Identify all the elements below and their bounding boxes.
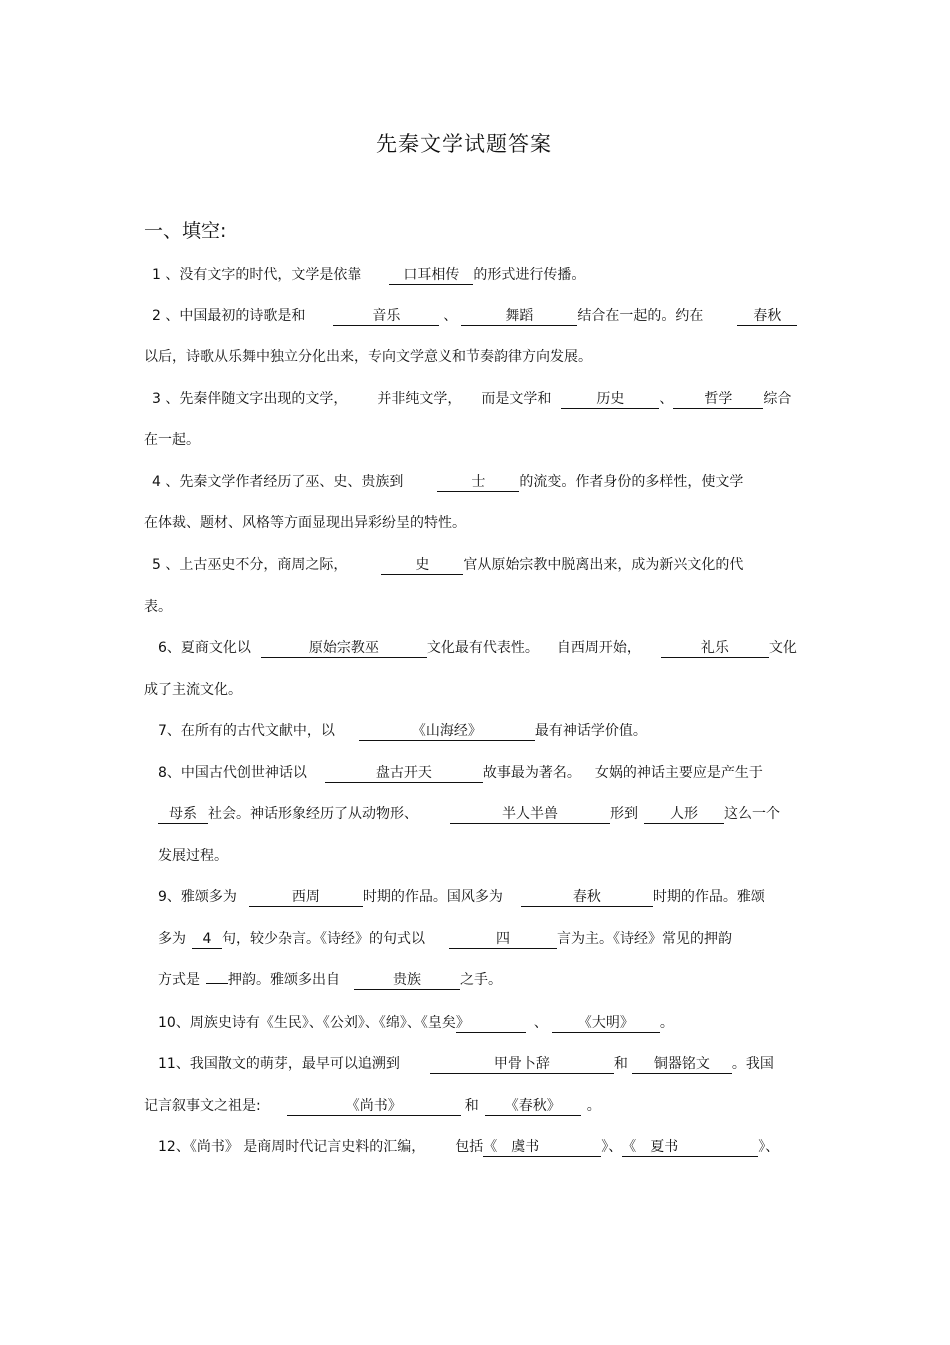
question-text: 故事最为著名。 [482,765,581,781]
answer-blank: 盘古开天 [325,764,483,783]
question-text: 2 、中国最初的诗歌是和 [152,308,306,324]
answer-blank: 原始宗教巫 [261,639,427,658]
answer-blank: 舞蹈 [461,307,577,326]
question-3 [152,389,791,409]
question-text: 而是文学和 [481,391,552,407]
question-7 [158,721,647,741]
question-text: 。 [659,1015,674,1031]
question-text: 11、我国散文的萌芽，最早可以追溯到 [158,1056,400,1072]
answer-blank: 《 虞书 [483,1138,601,1157]
answer-blank: 西周 [249,888,363,907]
question-text: 言为主。《诗经》常见的押韵 [557,931,732,947]
question-text: 官从原始宗教中脱离出来，成为新兴文化的代 [463,557,744,573]
answer-blank: 贵族 [354,971,460,990]
question-text: 女娲的神话主要应是产生于 [594,765,763,781]
question-3-continued: 在一起。 [144,432,200,448]
question-text: 自西周开始， [556,640,641,656]
question-text: 社会。神话形象经历了从动物形、 [208,806,418,822]
answer-blank: 铜器铭文 [632,1055,732,1074]
question-11 [158,1054,774,1074]
question-12 [158,1137,779,1157]
question-text: 综合 [763,391,792,407]
question-text: 的形式进行传播。 [473,267,586,283]
document-title: 先秦文学试题答案 [376,132,552,156]
answer-blank: 《大明》 [552,1014,660,1033]
answer-blank: 》 [456,1014,526,1033]
answer-blank: 《山海经》 [359,722,535,741]
answer-blank: 礼乐 [661,639,769,658]
answer-blank: 《 夏书 [622,1138,758,1157]
answer-blank: 人形 [644,805,724,824]
question-text: 时期的作品。雅颂 [652,889,765,905]
question-text: 。 [586,1098,601,1114]
question-2-continued: 以后，诗歌从乐舞中独立分化出来，专向文学意义和节奏韵律方向发展。 [144,349,592,365]
question-8 [158,763,763,783]
question-text: 的流变。作者身份的多样性，使文学 [519,474,744,490]
question-9-continued [158,929,732,949]
question-4-continued: 在体裁、题材、风格等方面显现出异彩纷呈的特性。 [144,515,466,531]
answer-blank: 母系 [158,805,208,824]
question-text: 9、雅颂多为 [158,889,237,905]
question-6 [158,638,797,658]
question-text: 这么一个 [724,806,780,822]
answer-blank: 哲学 [673,390,763,409]
question-text: 多为 [158,931,186,947]
question-text: 句，较少杂言。《诗经》的句式以 [222,931,425,947]
question-text: 文化 [768,640,797,656]
question-9 [158,887,765,907]
question-4 [152,472,743,492]
answer-blank: 甲骨卜辞 [430,1055,614,1074]
question-text: 时期的作品。国风多为 [362,889,503,905]
answer-blank: 4 [192,930,222,949]
question-5-continued: 表。 [144,599,172,615]
question-text: 和 [464,1098,479,1114]
separator: 、 [659,391,674,407]
answer-blank: 四 [449,930,557,949]
question-5 [152,555,743,575]
question-text: 最有神话学价值。 [534,723,647,739]
answer-blank: 音乐 [333,307,439,326]
question-8-end: 发展过程。 [158,848,228,864]
question-text: 10、周族史诗有《生民》、《公刘》、《绵》、《皇矣 [158,1015,456,1031]
question-text: 4 、先秦文学作者经历了巫、史、贵族到 [152,474,404,490]
question-text: 。我国 [731,1056,774,1072]
question-text: 形到 [610,806,638,822]
question-11-continued [144,1096,601,1116]
question-text: 和 [613,1056,628,1072]
question-text: 12、《尚书》 是商周时代记言史料的汇编， [158,1139,426,1155]
question-6-continued: 成了主流文化。 [144,682,242,698]
answer-blank: 《春秋》 [485,1097,581,1116]
question-text: 6、夏商文化以 [158,640,251,656]
question-1 [152,265,585,285]
question-8-continued [158,804,780,824]
question-text: 记言叙事文之祖是: [144,1098,261,1114]
answer-blank: 口耳相传 [389,266,473,285]
separator: 》、 [601,1139,623,1155]
answer-blank: 半人半兽 [450,805,610,824]
question-9-end [158,970,502,990]
answer-blank: 士 [437,473,519,492]
separator: 、 [443,308,458,324]
question-text: 包括 [455,1139,484,1155]
question-text: 方式是 [158,972,200,988]
answer-blank: 春秋 [521,888,653,907]
question-text: 1 、没有文字的时代，文学是依靠 [152,267,362,283]
section-heading: 一、填空: [144,220,227,242]
question-text: 8、中国古代创世神话以 [158,765,307,781]
answer-blank: 史 [381,556,463,575]
question-text: 结合在一起的。约在 [577,308,704,324]
question-text: 并非纯文学， [377,391,462,407]
answer-blank: 《尚书》 [287,1097,461,1116]
answer-blank [206,983,228,984]
question-2 [152,306,797,326]
separator: 》、 [758,1139,780,1155]
question-text: 7、在所有的古代文献中，以 [158,723,335,739]
question-text: 押韵。雅颂多出自 [228,972,340,988]
question-10 [158,1013,674,1033]
question-text: 文化最有代表性。 [426,640,539,656]
question-text: 之手。 [460,972,502,988]
question-text: 5 、上古巫史不分，商周之际， [152,557,348,573]
answer-blank: 历史 [561,390,659,409]
separator: 、 [533,1015,548,1031]
answer-blank: 春秋 [737,307,797,326]
question-text: 3 、先秦伴随文字出现的文学， [152,391,348,407]
